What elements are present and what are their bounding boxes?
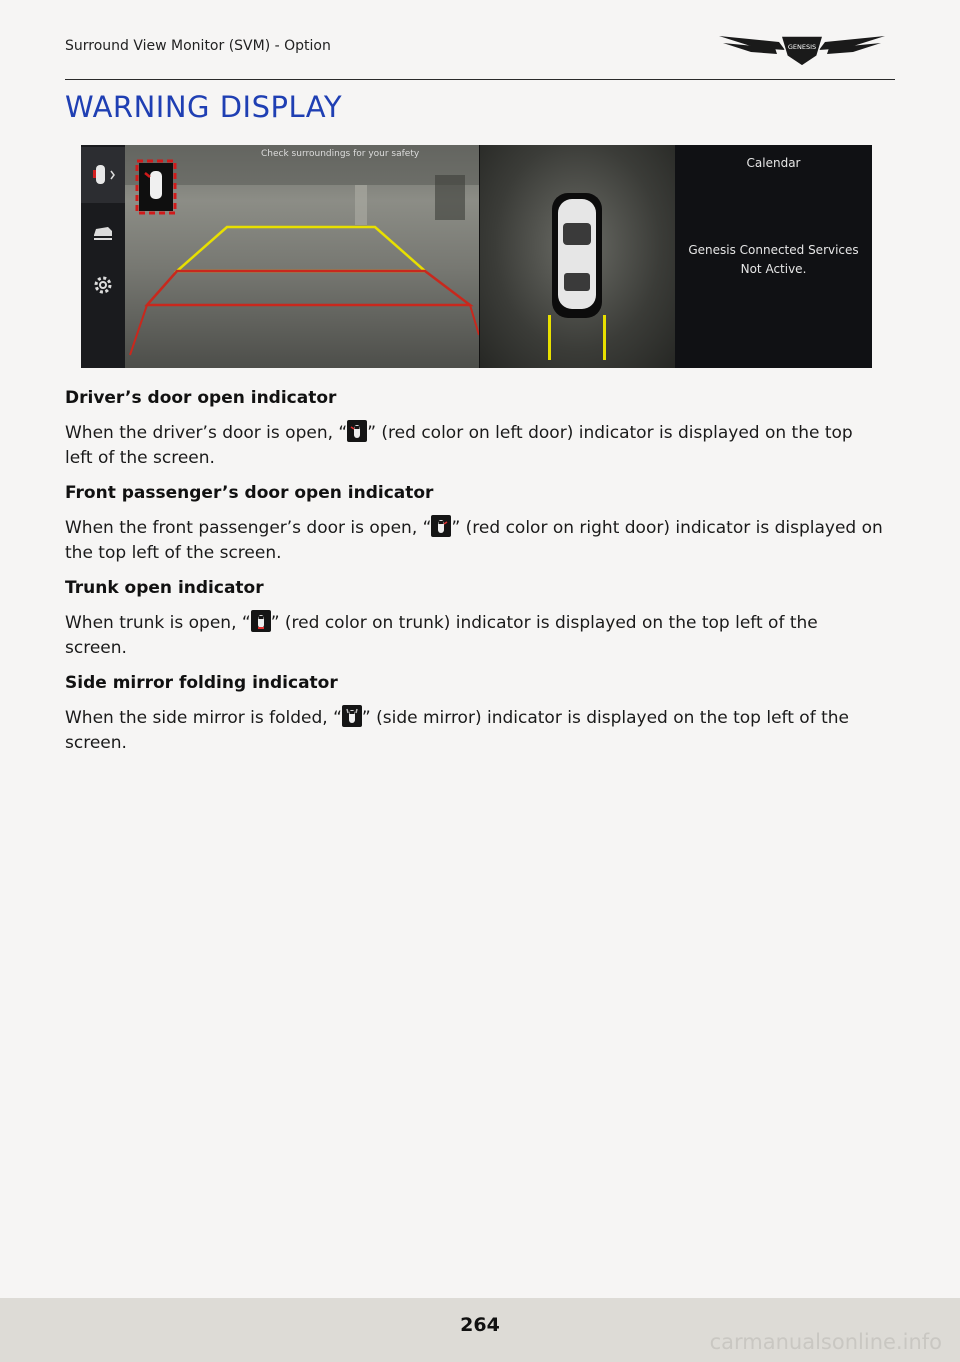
logo-text: GENESIS: [787, 43, 817, 51]
section-label: Surround View Monitor (SVM) - Option: [65, 38, 331, 54]
heading-trunk: Trunk open indicator: [65, 578, 264, 598]
gear-icon: [91, 273, 115, 297]
heading-driver-door: Driver’s door open indicator: [65, 388, 337, 408]
svm-sidebar: [81, 145, 126, 368]
rear-camera-view: [125, 145, 479, 368]
settings-button[interactable]: [81, 257, 125, 313]
mirror-folded-icon: [342, 705, 362, 727]
door-view-button[interactable]: [81, 147, 125, 203]
heading-passenger-door: Front passenger’s door open indicator: [65, 483, 434, 503]
gcs-line-1: Genesis Connected Services: [688, 243, 859, 257]
text-driver-door: When the driver’s door is open, “ ” (red color on left door) indicator is displayed on the top left of the screen.: [65, 420, 885, 471]
camera-warning-message: Check surroundings for your safety: [261, 149, 420, 159]
camera-view-button[interactable]: [81, 203, 125, 259]
page-number: 264: [460, 1314, 500, 1336]
top-view-camera: [480, 145, 675, 368]
genesis-logo: [717, 30, 887, 72]
heading-side-mirror: Side mirror folding indicator: [65, 673, 338, 693]
gcs-line-2: Not Active.: [740, 262, 807, 276]
car-top-icon: [88, 162, 118, 188]
text-side-mirror: When the side mirror is folded, “ ” (side mirror) indicator is displayed on the top left of the screen.: [65, 705, 885, 756]
trunk-open-icon: [251, 610, 271, 632]
car-side-icon: [90, 219, 116, 243]
text-trunk: When trunk is open, “ ” (red color on trunk) indicator is displayed on the top left of the screen.: [65, 610, 885, 661]
watermark: carmanualsonline.info: [709, 1330, 942, 1354]
svm-screen: [81, 145, 872, 368]
connected-services-status: [675, 241, 872, 279]
text-passenger-door: When the front passenger’s door is open, “ ” (red color on right door) indicator is displayed on the top left of the screen.: [65, 515, 885, 566]
info-panel: [675, 145, 872, 368]
content-body: [65, 388, 885, 768]
left-door-open-icon: [347, 420, 367, 442]
calendar-label[interactable]: Calendar: [746, 156, 801, 170]
right-door-open-icon: [431, 515, 451, 537]
page-title: WARNING DISPLAY: [65, 90, 343, 124]
page-header: [65, 0, 895, 80]
